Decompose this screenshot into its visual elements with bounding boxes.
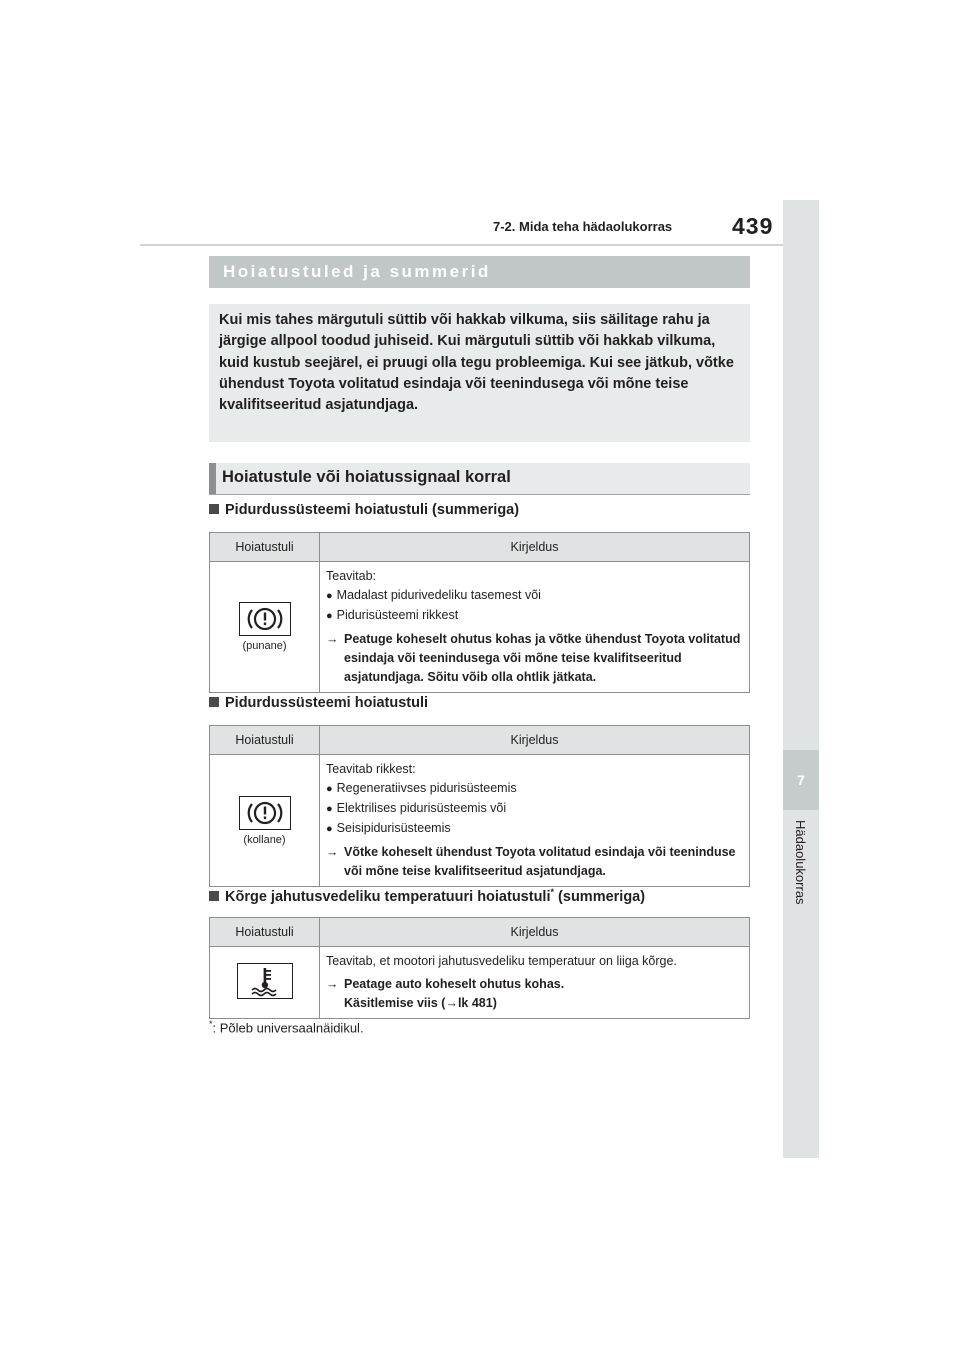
intro-box	[209, 304, 750, 442]
arrow-icon: →	[326, 977, 339, 991]
page-title-bar	[209, 256, 750, 288]
square-bullet-icon	[209, 891, 219, 901]
bullet-item: ● Regeneratiivses pidurisüsteemis	[326, 779, 745, 799]
warning-table-brake-yellow	[209, 725, 750, 887]
action-line	[326, 843, 745, 881]
action-text-end: )	[492, 996, 497, 1010]
action-line	[326, 630, 745, 687]
action-text: Peatuge koheselt ohutus kohas ja võtke ühendust Toyota volitatud esindaja või teenindusega või mõne teise kvalifitseeritud asjatundjaga. Sõitu võib olla ohtlik jätkata.	[344, 632, 741, 684]
subheading-brake-red	[209, 502, 519, 518]
subheading-text: Pidurdussüsteemi hoiatustuli (summeriga)	[225, 502, 520, 518]
section-heading	[209, 463, 750, 495]
bullet-item: ● Seisipidurisüsteemis	[326, 819, 745, 839]
warning-table-brake-red	[209, 532, 750, 693]
brake-warning-icon	[239, 796, 291, 830]
footnote-mark: *	[209, 1019, 213, 1029]
chapter-title: 7-2. Mida teha hädaolukorras	[493, 219, 673, 234]
chapter-side-tab	[783, 200, 819, 1158]
section-heading-text: Hoiatustule või hoiatussignaal korral	[222, 468, 511, 486]
col-header-description: Kirjeldus	[320, 533, 750, 562]
footnote-text: : Põleb universaalnäidikul.	[212, 1020, 364, 1036]
subheading-suffix: (summeriga)	[558, 888, 646, 905]
page-number: 439	[732, 213, 774, 239]
bullet-item: ● Pidurisüsteemi rikkest	[326, 606, 745, 626]
subheading-coolant	[209, 887, 645, 905]
warning-table-coolant	[209, 917, 750, 1019]
action-text-2: Käsitlemise viis (	[344, 996, 446, 1010]
description-intro: Teavitab:	[326, 569, 377, 583]
square-bullet-icon	[209, 504, 219, 514]
arrow-icon: →	[445, 996, 458, 1010]
subheading-brake-yellow	[209, 695, 428, 711]
col-header-light: Hoiatustuli	[210, 533, 320, 562]
chapter-label: Hädaolukorras	[793, 820, 808, 905]
description-intro: Teavitab, et mootori jahutusvedeliku temperatuur on liiga kõrge.	[326, 954, 677, 968]
section-heading-bar	[209, 463, 216, 494]
col-header-light: Hoiatustuli	[210, 726, 320, 755]
light-color-caption: (punane)	[242, 640, 287, 652]
description-cell	[320, 562, 750, 693]
bullet-item: ● Elektrilises pidurisüsteemis või	[326, 799, 745, 819]
col-header-description: Kirjeldus	[320, 918, 750, 947]
light-cell	[210, 562, 320, 693]
description-cell	[320, 755, 750, 887]
coolant-temperature-icon	[237, 963, 293, 999]
col-header-light: Hoiatustuli	[210, 918, 320, 947]
action-text: Võtke koheselt ühendust Toyota volitatud esindaja või teeninduse või mõne teise kvalifitseeritud asjatundjaga.	[344, 845, 736, 878]
description-intro: Teavitab rikkest:	[326, 762, 416, 776]
col-header-description: Kirjeldus	[320, 726, 750, 755]
brake-warning-icon	[239, 602, 291, 636]
page-title: Hoiatustuled ja summerid	[223, 262, 491, 281]
footnote	[209, 1019, 364, 1035]
arrow-icon: →	[326, 632, 339, 646]
subheading-text: Pidurdussüsteemi hoiatustuli	[225, 695, 429, 711]
square-bullet-icon	[209, 697, 219, 707]
chapter-number: 7	[783, 750, 819, 810]
description-cell	[320, 947, 750, 1019]
header-rule	[140, 244, 784, 246]
subheading-text: Kõrge jahutusvedeliku temperatuuri hoiatustuli	[225, 888, 551, 905]
intro-text: Kui mis tahes märgutuli süttib või hakkab vilkuma, siis säilitage rahu ja järgige allpool toodud juhiseid. Kui märgutuli süttib või hakkab vilkuma, kuid kustub seejärel, ei pruugi olla tegu probleemiga. Kui see jätkub, võtke ühendust Toyota volitatud esindaja või teenindusega või mõne teise kvalifitseeritud asjatundjaga.	[219, 312, 734, 414]
page-reference-link[interactable]: lk 481	[457, 996, 493, 1010]
arrow-icon: →	[326, 845, 339, 859]
light-cell	[210, 755, 320, 887]
action-text: Peatage auto koheselt ohutus kohas.	[344, 977, 565, 991]
footnote-mark: *	[550, 887, 555, 897]
bullet-item: ● Madalast pidurivedeliku tasemest või	[326, 586, 745, 606]
action-line	[326, 975, 745, 1013]
light-color-caption: (kollane)	[243, 833, 286, 846]
light-cell	[210, 947, 320, 1019]
